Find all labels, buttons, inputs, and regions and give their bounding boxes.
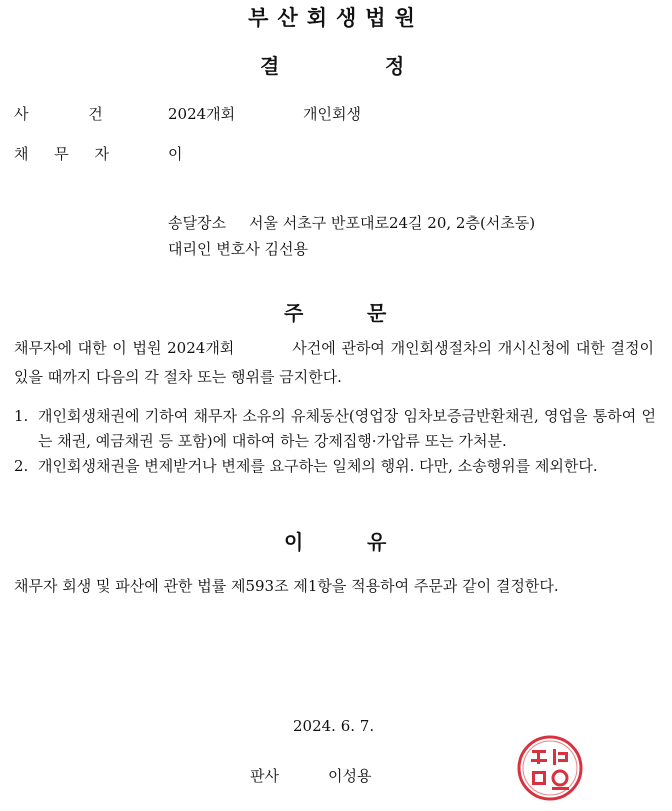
order-heading-right: 문 (367, 301, 387, 325)
judge-seal-icon (516, 734, 584, 802)
judge-name: 이성용 (328, 767, 372, 785)
reason-text: 채무자 회생 및 파산에 관한 법률 제593조 제1항을 적용하여 주문과 같이 결정한다. (14, 577, 559, 595)
order-item-1 (14, 404, 656, 454)
service-label: 송달장소 (168, 214, 226, 232)
order-item-text: 개인회생채권에 기하여 채무자 소유의 유체동산(영업장 임차보증금반환채권, 영업을 통하여 얻는 채권, 예금채권 등 포함)에 대하여 하는 강제집행·가압류 또는 가처분. (38, 407, 656, 450)
debtor-label: 채 무 자 (14, 145, 110, 163)
reason-heading-left: 이 (284, 530, 304, 554)
service-address: 서울 서초구 반포대로24길 20, 2층(서초동) (249, 214, 536, 232)
case-type: 개인회생 (303, 105, 361, 123)
debtor-name: 이 (168, 145, 183, 163)
court-name: 부산회생법원 (248, 6, 424, 30)
order-intro-part2: 사건에 관하여 개인회생절차의 개시신청에 대한 결정이 있을 때까지 다음의 각 절차 또는 행위를 금지한다. (14, 339, 654, 386)
doc-type-left: 결 (260, 54, 280, 78)
order-item-2 (14, 454, 656, 479)
case-number: 2024개회 (168, 105, 236, 123)
reason-heading-right: 유 (367, 530, 387, 554)
agent: 대리인 변호사 김선용 (168, 240, 308, 258)
order-intro-part1: 채무자에 대한 이 법원 2024개회 (14, 339, 235, 357)
judge-title: 판사 (250, 767, 279, 785)
decision-date: 2024. 6. 7. (293, 717, 375, 735)
order-heading-left: 주 (284, 301, 304, 325)
order-item-text: 개인회생채권을 변제받거나 변제를 요구하는 일체의 행위. 다만, 소송행위를 제외한다. (38, 457, 598, 475)
order-item-number: 1. (14, 407, 29, 425)
order-intro (14, 334, 654, 392)
doc-type-right: 정 (385, 54, 405, 78)
case-label: 사 건 (14, 105, 103, 123)
order-item-number: 2. (14, 457, 29, 475)
